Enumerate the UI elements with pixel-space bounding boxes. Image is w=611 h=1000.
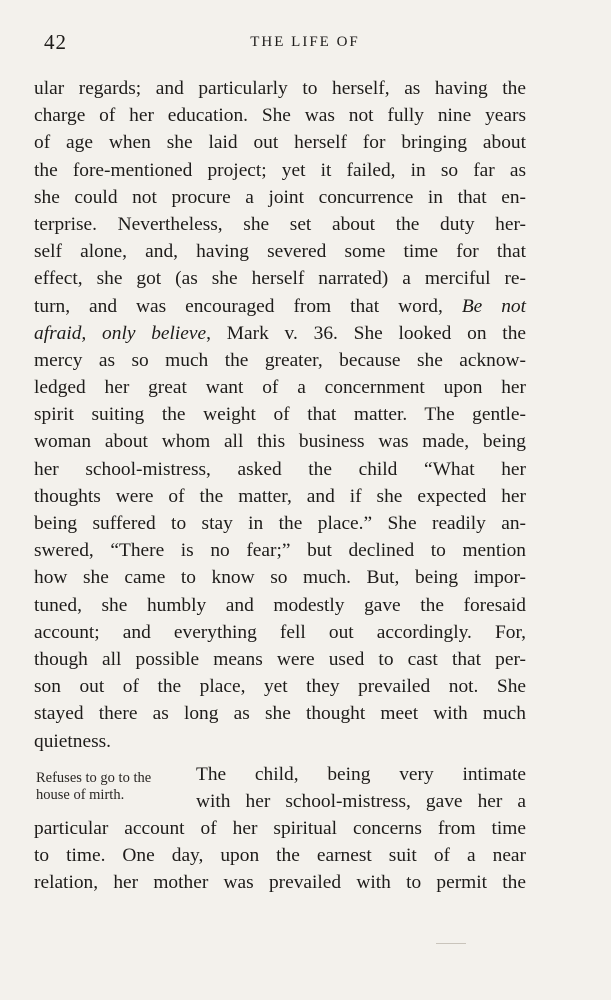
page-smudge (436, 943, 466, 944)
text-line: of age when she laid out herself for bringing about (34, 132, 526, 154)
italic-phrase: Be not (461, 295, 527, 317)
text-line: ular regards; and particularly to herself, as having the (34, 78, 526, 99)
text-line: son out of the place, yet they prevailed not. She (34, 676, 526, 698)
text-line: thoughts were of the matter, and if she expected her (34, 485, 526, 507)
text-line: her school-mistress, asked the child “What her (34, 458, 526, 480)
page-header (40, 30, 570, 60)
text-line: spirit suiting the weight of that matter. The gentle- (34, 404, 526, 426)
page-number: 42 (44, 30, 67, 54)
text-line: turn, and was encouraged from that word, Be not (34, 295, 527, 317)
text-line: how she came to know so much. But, being impor- (34, 567, 526, 589)
text-line: ledged her great want of a concernment upon her (34, 377, 526, 399)
text-line: self alone, and, having severed some time for that (34, 241, 526, 263)
text-line: The child, being very intimate (196, 763, 526, 785)
text-line: quietness. (34, 730, 112, 752)
text-line: mercy as so much the greater, because she acknow- (34, 349, 526, 371)
text-line: woman about whom all this business was made, being (34, 431, 526, 453)
text-line: stayed there as long as she thought meet with much (34, 703, 526, 725)
margin-note-line: house of mirth. (36, 787, 125, 803)
text-line: afraid, only believe, Mark v. 36. She looked on the (34, 322, 526, 344)
text-line: to time. One day, upon the earnest suit of a near (34, 845, 526, 867)
text-line: effect, she got (as she herself narrated) a merciful re- (34, 268, 526, 290)
text-line: swered, “There is no fear;” but declined to mention (34, 540, 526, 562)
text-line: though all possible means were used to cast that per- (34, 648, 526, 670)
text-line: relation, her mother was prevailed with to permit the (34, 872, 526, 894)
margin-note (36, 770, 196, 804)
italic-phrase: afraid, only believe (34, 322, 207, 344)
text-line: the fore-mentioned project; yet it failed, in so far as (34, 159, 526, 181)
text-line: charge of her education. She was not fully nine years (34, 105, 526, 127)
text-line: with her school-mistress, gave her a (196, 790, 526, 812)
running-head: THE LIFE OF (250, 34, 360, 50)
margin-note-line: Refuses to go to the (36, 770, 152, 786)
text-line: being suffered to stay in the place.” She readily an- (34, 513, 526, 534)
text-line: account; and everything fell out accordingly. For, (34, 621, 526, 643)
text-line: terprise. Nevertheless, she set about the duty her- (34, 213, 526, 235)
text-line: she could not procure a joint concurrence in that en- (34, 186, 526, 208)
text-line: tuned, she humbly and modestly gave the foresaid (34, 594, 526, 616)
text-line: particular account of her spiritual concerns from time (34, 818, 526, 840)
